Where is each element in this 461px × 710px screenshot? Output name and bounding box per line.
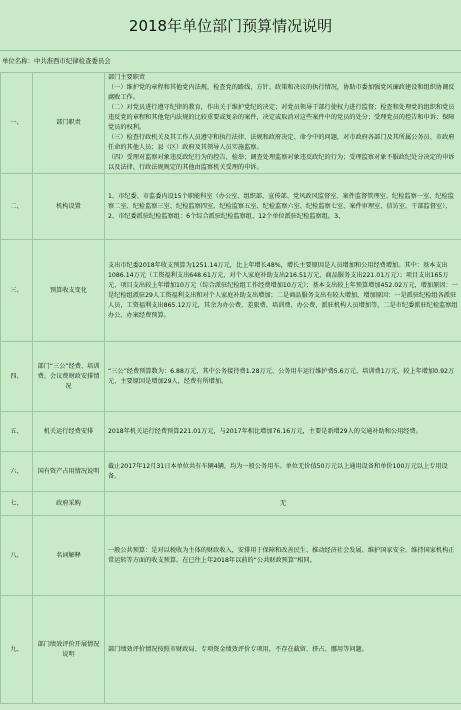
row-number: 一、 <box>1 73 33 174</box>
row-title: 国有资产占用情况说明 <box>33 452 105 492</box>
row-number: 九、 <box>1 596 33 704</box>
row-content <box>105 452 461 492</box>
content-paragraph: （二）对党员进行遵守纪律的教育，作出关于维护党纪的决定；对党员领导干部行使权力进行监督；检查和处理党的组织和党员违反党的章程和其他党内法规的比较重要或复杂的案件，决定或取消对这些案件中的党员的处分；受理党员的控告和申诉；保障党员的权利。 <box>108 104 455 131</box>
content-paragraph: （一）维护党的章程和其他党内法规，检查党的路线、方针、政策和决议的执行情况，协助市委加强党风廉政建设和组织协调反腐败工作。 <box>108 84 455 101</box>
table-row <box>1 492 461 516</box>
content-paragraph: （三）检查行政机关及其工作人员遵守和执行法律、法规和政府决定、命令中的问题，对市政府各部门及其所属公务员、市政府任命的其他人员；县（区）政府及其领导人员实施监察。 <box>108 134 455 151</box>
unit-name-label: 单位名称：中共淮西市纪律检查委员会 <box>2 57 111 65</box>
row-title: 部门“三公”经费、培训费、会议费财政安排情况 <box>33 342 105 412</box>
row-number: 三、 <box>1 240 33 342</box>
table-row <box>1 452 461 492</box>
row-content <box>105 596 461 704</box>
content-paragraph: 一般公共预算：是对以税收为主体的财政收入，安排用于保障和改善民生、推动经济社会发展、维护国家安全、维持国家机构正常运转等方面的收支预算。在已往上年2018年以前的“公共财政预算”相同。 <box>108 546 455 564</box>
row-number: 五、 <box>1 412 33 452</box>
content-paragraph: （四）受理对监察对象违反政纪行为的控告、检举；调查处理监察对象违反政纪的行为；受理监察对象不服政纪处分决定的申诉以及法律、行政法规规定的其他由监察机关受理的申诉。 <box>108 154 455 171</box>
table-row <box>1 174 461 240</box>
row-number: 二、 <box>1 174 33 240</box>
row-title: 部门职责 <box>33 73 105 174</box>
row-title: 部门绩效评价开展情况说明 <box>33 596 105 704</box>
content-paragraph: 截止2017年12月31日本单位共有车辆4辆，均为一般公务用车。单位无价值50万元以上通用设备和单价100万元以上专用设备。 <box>108 462 448 480</box>
row-title: 预算收支变化 <box>33 240 105 342</box>
row-content <box>105 240 461 342</box>
row-number: 七、 <box>1 492 33 516</box>
table-row <box>1 240 461 342</box>
row-number: 四、 <box>1 342 33 412</box>
row-content <box>105 73 461 174</box>
row-number: 六、 <box>1 452 33 492</box>
content-paragraph: 无 <box>279 499 287 507</box>
content-paragraph: “三公”经费预算数为：6.88万元，其中公务接待费1.28万元、公务用车运行维护费5.6万元、培训费1万元、较上年增加0.92万元，主要原因是增加29人，经费有所增加。 <box>108 367 455 385</box>
row-content <box>105 516 461 596</box>
row-content <box>105 174 461 240</box>
row-content <box>105 492 461 516</box>
budget-table <box>0 72 461 704</box>
table-row <box>1 412 461 452</box>
row-number: 八、 <box>1 516 33 596</box>
content-paragraph: 部门主要职责 <box>108 74 146 81</box>
content-paragraph: 1、市纪委、市监委内设15个职能科室（办公室、组织部、宣传部、党风政风监督室、案件监督管理室、纪检监察一室、纪检监察二室、纪检监察三室、纪检监察四室、纪检监察五室、纪检监察六室、纪检监察七室、案件审理室、信访室、干部监督室），2、市纪委派驻纪检监察组：6个综合派驻纪检监察组、12个单位派驻纪检监察组。3、 <box>108 192 454 220</box>
page-title: 2018年单位部门预算情况说明 <box>0 0 461 51</box>
table-row <box>1 73 461 174</box>
row-content <box>105 412 461 452</box>
content-paragraph: 支出市纪委2018年收支预算为1251.14万元，比上年增长48%，增长主要原因是人员增加和公用经费增加。其中：基本支出1086.14万元（工资福利支出648.61万元，对个人家庭补助支出216.51万元，商品服务支出221.01万元）；项目支出165万元，项目支出较上年增加10万元（综合派驻纪检组工作经费增加10万元）；基本支出较上年预算增加452.02万元，增加原因：一是纪检组派驻29人工资福利支出和对个人家庭补助支出增加；二是商品服务支出有较大增加，增加原因：一是派驻纪检组各派驻人员，工资福利支出865.12万元，其余为办公费、差旅费、培训费、办公费，派驻机构人员增加等，二是市纪委派驻纪检监察组办公、办案经费预算。 <box>108 261 458 319</box>
row-content <box>105 342 461 412</box>
content-paragraph: 2018年机关运行经费预算221.01万元，与2017年相比增加76.16万元，主要是新增29人的交通补助和公用经费。 <box>108 427 422 435</box>
table-row <box>1 516 461 596</box>
table-row <box>1 596 461 704</box>
row-title: 政府采购 <box>33 492 105 516</box>
row-title: 名词解释 <box>33 516 105 596</box>
row-title: 机关运行经费安排 <box>33 412 105 452</box>
content-paragraph: 部门绩效评价情况按照市财政局、专项资金绩效评价专项用，不存在截留、挤占、挪用等问题。 <box>108 645 368 653</box>
row-title: 机构设置 <box>33 174 105 240</box>
table-row <box>1 342 461 412</box>
